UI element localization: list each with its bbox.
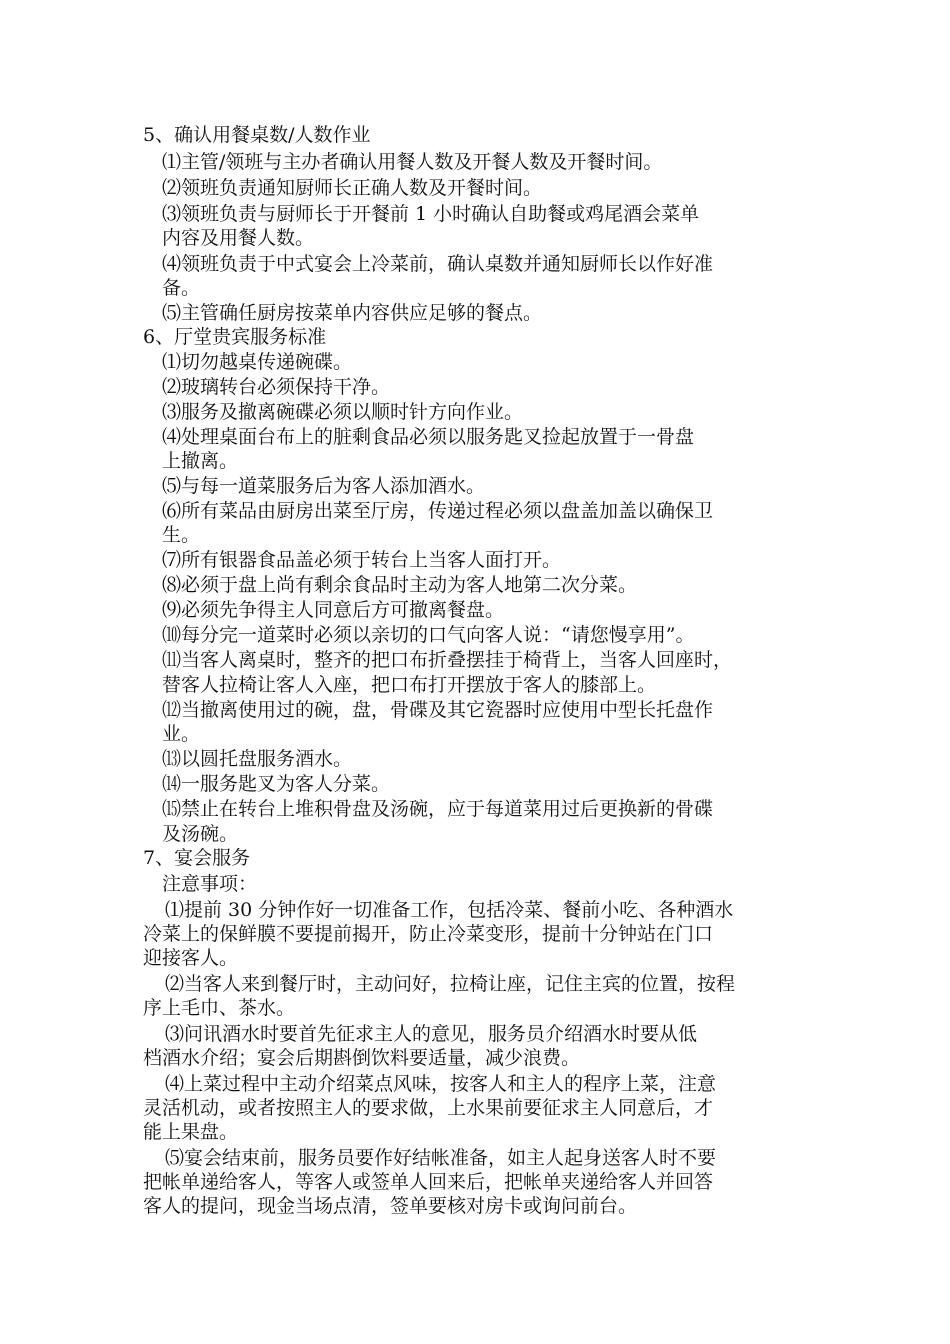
item-text: 禁止在转台上堆积骨盘及汤碗，应于每道菜用过后更换新的骨碟: [181, 798, 714, 820]
item-text: 一服务匙叉为客人分菜。: [181, 773, 391, 795]
item-text: 与每一道菜服务后为客人添加酒水。: [181, 475, 486, 497]
item-number: ⑸: [162, 302, 182, 324]
list-item: [162, 350, 352, 374]
list-item: [162, 301, 542, 325]
list-item: [162, 598, 504, 622]
item-number: ⑶: [162, 203, 182, 225]
item-continuation: 上撤离。: [162, 450, 239, 472]
item-text: 以圆托盘服务酒水。: [181, 748, 353, 770]
item-continuation: 备。: [162, 277, 201, 299]
item-text: 领班负责与厨师长于开餐前 1 小时确认自助餐或鸡尾酒会菜单: [181, 203, 700, 225]
list-item: [162, 252, 713, 276]
item-number: ⑻: [162, 574, 182, 596]
item-number: ⑽: [162, 624, 182, 646]
item-number: ⑷: [162, 426, 182, 448]
list-item: [165, 1022, 697, 1046]
item-continuation: 客人的提问，现金当场点清，签单要核对房卡或询问前台。: [143, 1195, 638, 1217]
item-text: 当客人来到餐厅时，主动问好，拉椅让座，记住主宾的位置，按程: [184, 973, 736, 995]
list-item: [165, 1146, 716, 1170]
item-continuation: 档酒水介绍；宴会后期斟倒饮料要适量，减少浪费。: [143, 1047, 581, 1069]
list-item: [162, 772, 390, 796]
list-item: [162, 202, 699, 226]
list-item: [162, 548, 561, 572]
item-number: ⑿: [162, 699, 182, 721]
note-label: 注意事项：: [162, 873, 258, 895]
item-number: ⑷: [162, 253, 182, 275]
item-text: 主管确任厨房按菜单内容供应足够的餐点。: [181, 302, 543, 324]
section-heading: 7、宴会服务: [143, 847, 251, 869]
item-continuation: 及汤碗。: [162, 823, 239, 845]
list-item: [165, 972, 735, 996]
item-continuation: 冷菜上的保鲜膜不要提前揭开，防止冷菜变形，提前十分钟站在门口: [143, 923, 714, 945]
item-number: ⑷: [165, 1073, 185, 1095]
list-item: [162, 150, 662, 174]
item-text: 领班负责于中式宴会上冷菜前，确认桌数并通知厨师长以作好准: [181, 253, 714, 275]
item-number: ⑴: [162, 151, 182, 173]
list-item: [165, 1072, 716, 1096]
list-item: [162, 425, 694, 449]
list-item: [162, 400, 523, 424]
item-number: ⑼: [162, 599, 182, 621]
item-text: 领班负责通知厨师长正确人数及开餐时间。: [181, 177, 543, 199]
item-number: ⑵: [165, 973, 185, 995]
list-item: [162, 747, 352, 771]
list-item: [162, 375, 390, 399]
list-item: [162, 474, 485, 498]
list-item: [162, 648, 732, 672]
item-number: ⑾: [162, 649, 182, 671]
item-number: ⑴: [165, 899, 185, 921]
item-text: 当撤离使用过的碗，盘，骨碟及其它瓷器时应使用中型长托盘作: [181, 699, 714, 721]
list-item: [162, 499, 713, 523]
item-text: 每分完一道菜时必须以亲切的口气向客人说：“请您慢享用”。: [181, 624, 695, 646]
item-number: ⑸: [165, 1147, 185, 1169]
item-continuation: 业。: [162, 723, 201, 745]
item-number: ⑸: [162, 475, 182, 497]
item-continuation: 能上果盘。: [143, 1121, 239, 1143]
item-text: 问讯酒水时要首先征求主人的意见，服务员介绍酒水时要从低: [184, 1023, 698, 1045]
list-item: [165, 898, 733, 922]
item-text: 主管/领班与主办者确认用餐人数及开餐人数及开餐时间。: [181, 151, 663, 173]
item-continuation: 替客人拉椅让客人入座，把口布打开摆放于客人的膝部上。: [162, 674, 657, 696]
item-number: ⑹: [162, 500, 182, 522]
item-text: 服务及撤离碗碟必须以顺时针方向作业。: [181, 401, 524, 423]
section-heading: 5、确认用餐桌数/人数作业: [143, 124, 371, 146]
item-number: ⑵: [162, 376, 182, 398]
item-continuation: 生。: [162, 524, 201, 546]
list-item: [162, 797, 713, 821]
item-text: 必须于盘上尚有剩余食品时主动为客人地第二次分菜。: [181, 574, 638, 596]
item-text: 提前 30 分钟作好一切准备工作，包括冷菜、餐前小吃、各种酒水: [184, 899, 734, 921]
item-continuation: 迎接客人。: [143, 947, 239, 969]
item-text: 处理桌面台布上的脏剩食品必须以服务匙叉捡起放置于一骨盘: [181, 426, 695, 448]
section-heading: 6、厅堂贵宾服务标准: [143, 326, 327, 348]
item-text: 玻璃转台必须保持干净。: [181, 376, 391, 398]
item-text: 上菜过程中主动介绍菜点风味，按客人和主人的程序上菜，注意: [184, 1073, 717, 1095]
item-continuation: 灵活机动，或者按照主人的要求做，上水果前要征求主人同意后，才: [143, 1097, 714, 1119]
item-number: ⒂: [162, 798, 182, 820]
item-continuation: 把帐单递给客人，等客人或签单人回来后，把帐单夹递给客人并回答: [143, 1171, 714, 1193]
item-text: 所有银器食品盖必须于转台上当客人面打开。: [181, 549, 562, 571]
item-continuation: 序上毛巾、茶水。: [143, 997, 296, 1019]
item-text: 切勿越桌传递碗碟。: [181, 351, 353, 373]
item-number: ⑴: [162, 351, 182, 373]
list-item: [162, 623, 694, 647]
item-text: 当客人离桌时，整齐的把口布折叠摆挂于椅背上，当客人回座时，: [181, 649, 733, 671]
item-number: ⒀: [162, 748, 182, 770]
item-number: ⑺: [162, 549, 182, 571]
list-item: [162, 698, 713, 722]
item-text: 必须先争得主人同意后方可撤离餐盘。: [181, 599, 505, 621]
item-number: ⑵: [162, 177, 182, 199]
list-item: [162, 176, 542, 200]
item-number: ⒁: [162, 773, 182, 795]
item-text: 宴会结束前，服务员要作好结帐准备，如主人起身送客人时不要: [184, 1147, 717, 1169]
item-number: ⑶: [165, 1023, 185, 1045]
item-number: ⑶: [162, 401, 182, 423]
list-item: [162, 573, 637, 597]
item-continuation: 内容及用餐人数。: [162, 227, 315, 249]
item-text: 所有菜品由厨房出菜至厅房，传递过程必须以盘盖加盖以确保卫: [181, 500, 714, 522]
